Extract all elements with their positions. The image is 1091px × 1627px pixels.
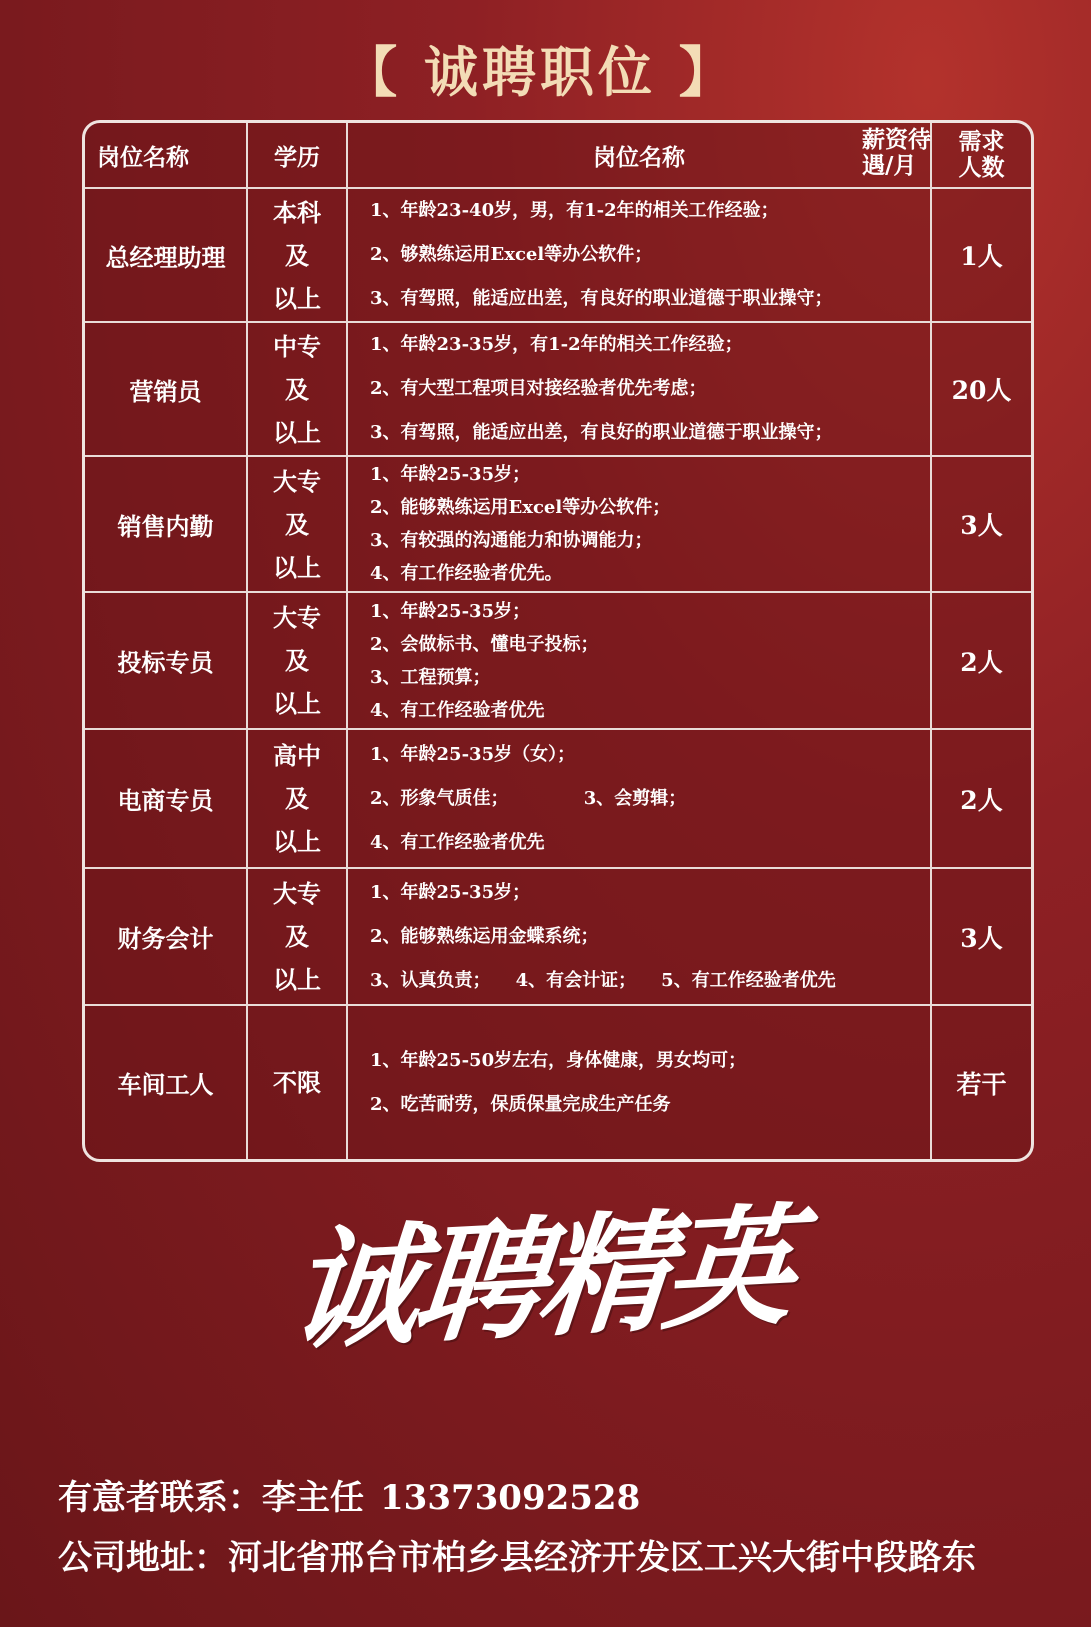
requirement-line: 3、有驾照，能适应出差，有良好的职业道德于职业操守； <box>370 288 833 309</box>
requirement-line: 2、有大型工程项目对接经验者优先考虑； <box>370 378 707 399</box>
job-requirements <box>347 729 931 868</box>
job-position: 总经理助理 <box>85 188 247 322</box>
edu-line: 以上 <box>273 827 321 856</box>
edu-line: 及 <box>285 784 309 813</box>
header-education: 学历 <box>247 123 347 188</box>
table-row <box>85 1005 1031 1159</box>
edu-line: 大专 <box>273 466 321 496</box>
job-education <box>247 868 347 1005</box>
job-headcount: 3人 <box>931 868 1031 1005</box>
requirement-line: 4、有工作经验者优先。 <box>370 563 563 584</box>
edu-line: 及 <box>285 240 309 270</box>
requirement-line: 1、年龄25-35岁； <box>370 464 531 485</box>
table-row <box>85 322 1031 456</box>
job-headcount: 若干 <box>931 1005 1031 1159</box>
edu-line: 大专 <box>273 879 321 908</box>
job-position: 财务会计 <box>85 868 247 1005</box>
edu-line: 以上 <box>273 417 321 447</box>
requirement-line: 1、年龄25-35岁； <box>370 600 531 622</box>
job-education <box>247 729 347 868</box>
requirement-line: 3、工程预算； <box>370 666 491 688</box>
requirement-line: 2、能够熟练运用金蝶系统； <box>370 925 599 947</box>
header-headcount <box>931 123 1031 188</box>
requirement-line: 1、年龄23-35岁，有1-2年的相关工作经验； <box>370 334 743 355</box>
requirement-line: 3、有驾照，能适应出差，有良好的职业道德于职业操守； <box>370 422 833 443</box>
header-position: 岗位名称 <box>85 123 247 188</box>
job-headcount: 2人 <box>931 729 1031 868</box>
requirement-line: 2、够熟练运用Excel等办公软件； <box>370 244 653 265</box>
job-requirements <box>347 592 931 729</box>
slogan-calligraphy: 诚聘精英 <box>282 1189 796 1368</box>
table-row <box>85 729 1031 868</box>
edu-line: 及 <box>285 646 309 675</box>
header-headcount-line1: 需求 <box>958 129 1005 155</box>
requirement-line: 2、会做标书、懂电子投标； <box>370 633 599 655</box>
job-education <box>247 1005 347 1159</box>
edu-line: 高中 <box>273 741 321 770</box>
requirement-line: 2、形象气质佳； 3、会剪辑； <box>370 787 687 809</box>
page-title: 【 诚聘职位 】 <box>343 41 737 104</box>
requirement-line: 2、能够熟练运用Excel等办公软件； <box>370 497 671 518</box>
company-address: 公司地址：河北省邢台市柏乡县经济开发区工兴大街中段路东 <box>58 1538 976 1578</box>
table-row <box>85 868 1031 1005</box>
header-headcount-line2: 人数 <box>958 155 1005 181</box>
job-position: 车间工人 <box>85 1005 247 1159</box>
contact-line <box>58 1470 640 1519</box>
job-education <box>247 188 347 322</box>
job-position: 销售内勤 <box>85 456 247 592</box>
requirement-line: 3、有较强的沟通能力和协调能力； <box>370 530 653 551</box>
edu-line: 及 <box>285 374 309 404</box>
table-row <box>85 188 1031 322</box>
contact-phone: 13373092528 <box>380 1478 641 1518</box>
job-education <box>247 322 347 456</box>
requirement-line: 4、有工作经验者优先 <box>370 699 545 721</box>
job-headcount: 20人 <box>931 322 1031 456</box>
table-row <box>85 592 1031 729</box>
job-requirements <box>347 1005 931 1159</box>
job-table <box>82 120 1034 1162</box>
job-requirements <box>347 322 931 456</box>
requirement-line: 1、年龄23-40岁，男，有1-2年的相关工作经验； <box>370 200 779 221</box>
header-requirements <box>347 123 931 188</box>
job-headcount: 1人 <box>931 188 1031 322</box>
contact-label: 有意者联系：李主任 <box>58 1478 364 1518</box>
edu-line: 不限 <box>273 1068 321 1097</box>
job-requirements <box>347 868 931 1005</box>
requirement-line: 1、年龄25-35岁（女）； <box>370 743 576 765</box>
job-position: 投标专员 <box>85 592 247 729</box>
requirement-line: 3、认真负责； 4、有会计证； 5、有工作经验者优先 <box>370 969 836 991</box>
job-position: 营销员 <box>85 322 247 456</box>
header-salary-line2: 遇/月 <box>862 153 917 179</box>
edu-line: 以上 <box>273 965 321 994</box>
table-header-row <box>85 123 1031 188</box>
job-requirements <box>347 456 931 592</box>
job-headcount: 2人 <box>931 592 1031 729</box>
requirement-line: 4、有工作经验者优先 <box>370 831 545 853</box>
edu-line: 中专 <box>273 331 321 361</box>
edu-line: 及 <box>285 509 309 539</box>
header-salary <box>862 127 931 179</box>
job-headcount: 3人 <box>931 456 1031 592</box>
edu-line: 以上 <box>273 689 321 718</box>
edu-line: 本科 <box>273 197 321 227</box>
table-row <box>85 456 1031 592</box>
header-salary-line1: 薪资待 <box>862 127 931 153</box>
requirement-line: 1、年龄25-35岁； <box>370 881 531 903</box>
job-education <box>247 456 347 592</box>
edu-line: 大专 <box>273 603 321 632</box>
edu-line: 以上 <box>273 283 321 313</box>
job-requirements <box>347 188 931 322</box>
edu-line: 以上 <box>273 552 321 582</box>
requirement-line: 1、年龄25-50岁左右，身体健康，男女均可； <box>370 1049 747 1071</box>
job-education <box>247 592 347 729</box>
job-position: 电商专员 <box>85 729 247 868</box>
header-requirements-label: 岗位名称 <box>593 144 685 171</box>
edu-line: 及 <box>285 922 309 951</box>
requirement-line: 2、吃苦耐劳，保质保量完成生产任务 <box>370 1093 671 1115</box>
